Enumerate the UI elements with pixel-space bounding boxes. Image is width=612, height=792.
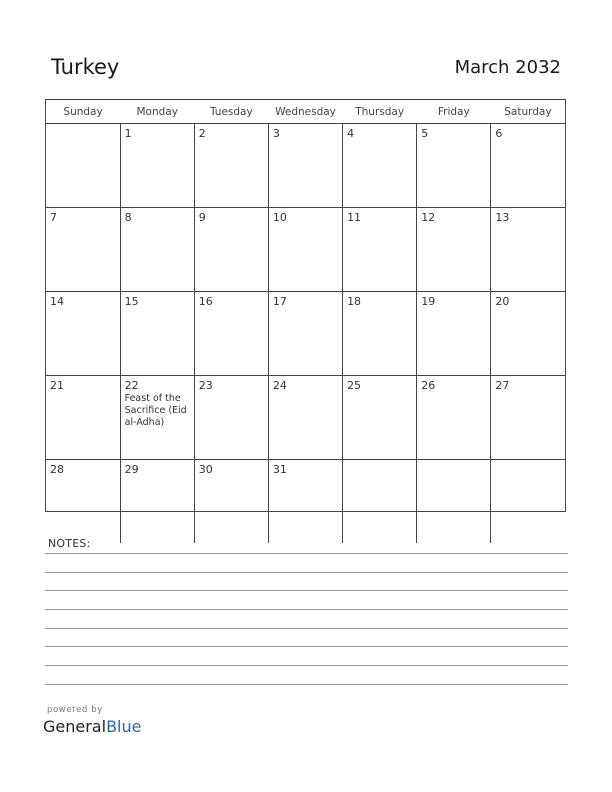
day-number: 22 [124,379,139,392]
note-line [45,609,568,610]
day-number: 9 [198,211,206,224]
weekday-friday: Friday [417,100,491,124]
day-number: 8 [124,211,132,224]
day-cell [120,460,194,544]
holiday-label: Feast of the Sacrifice (Eid al-Adha) [124,393,187,428]
day-cell [268,292,342,376]
weekday-tuesday: Tuesday [194,100,268,124]
day-number: 18 [347,295,362,308]
brand-logo [43,717,141,736]
day-cell [417,124,491,208]
day-number: 23 [198,379,213,392]
day-number: 20 [495,295,510,308]
day-cell [491,292,565,376]
day-number: 11 [347,211,362,224]
weekday-sunday: Sunday [46,100,120,124]
day-cell [491,376,565,460]
notes-label: NOTES: [48,537,91,550]
day-cell [194,376,268,460]
day-number: 1 [124,127,132,140]
day-cell [194,208,268,292]
day-cell [491,124,565,208]
day-number: 14 [50,295,64,308]
note-line [45,628,568,629]
day-number: 5 [421,127,429,140]
weekday-wednesday: Wednesday [268,100,342,124]
day-cell [343,292,417,376]
day-cell [268,376,342,460]
day-number: 19 [421,295,436,308]
day-number: 31 [272,463,287,476]
country-title: Turkey [51,55,120,79]
week-row [46,460,565,544]
day-cell [194,460,268,544]
day-number: 15 [124,295,139,308]
day-number: 29 [124,463,139,476]
day-cell [417,460,491,544]
day-number: 16 [198,295,213,308]
note-line [45,646,568,647]
note-line [45,572,568,573]
day-number: 7 [50,211,57,224]
day-number: 27 [495,379,510,392]
day-cell [46,376,120,460]
weekday-thursday: Thursday [343,100,417,124]
note-line [45,553,568,554]
day-cell [46,460,120,544]
brand-name-part2: Blue [106,717,142,736]
day-number: 4 [347,127,355,140]
day-cell [120,208,194,292]
day-cell [417,292,491,376]
day-number: 24 [272,379,287,392]
day-cell [120,124,194,208]
day-number: 6 [495,127,503,140]
day-cell [268,124,342,208]
week-row [46,292,565,376]
month-year-title: March 2032 [454,57,561,78]
day-cell [417,376,491,460]
day-number: 17 [272,295,287,308]
day-cell [343,124,417,208]
week-row [46,124,565,208]
day-number: 2 [198,127,206,140]
calendar-grid [45,99,566,512]
day-cell [491,208,565,292]
day-number: 21 [50,379,64,392]
day-cell [417,208,491,292]
brand-name-part1: General [43,717,107,736]
note-line [45,684,568,685]
day-cell [268,208,342,292]
day-cell [491,460,565,544]
day-number: 10 [272,211,287,224]
day-cell [343,376,417,460]
day-cell [46,292,120,376]
day-number: 3 [272,127,280,140]
powered-by-text: powered by [47,705,103,715]
day-cell [194,124,268,208]
day-cell [120,292,194,376]
day-cell [194,292,268,376]
day-number: 28 [50,463,64,476]
weekday-monday: Monday [120,100,194,124]
day-cell [46,208,120,292]
week-row [46,376,565,460]
day-number: 30 [198,463,213,476]
day-cell [343,460,417,544]
day-number: 25 [347,379,362,392]
note-line [45,665,568,666]
day-cell [120,376,194,460]
day-cell [268,460,342,544]
week-row [46,208,565,292]
day-number: 26 [421,379,436,392]
weekday-header-row [46,100,565,124]
day-number: 12 [421,211,436,224]
day-cell [343,208,417,292]
day-number: 13 [495,211,510,224]
day-cell [46,124,120,208]
weekday-saturday: Saturday [491,100,565,124]
note-line [45,590,568,591]
